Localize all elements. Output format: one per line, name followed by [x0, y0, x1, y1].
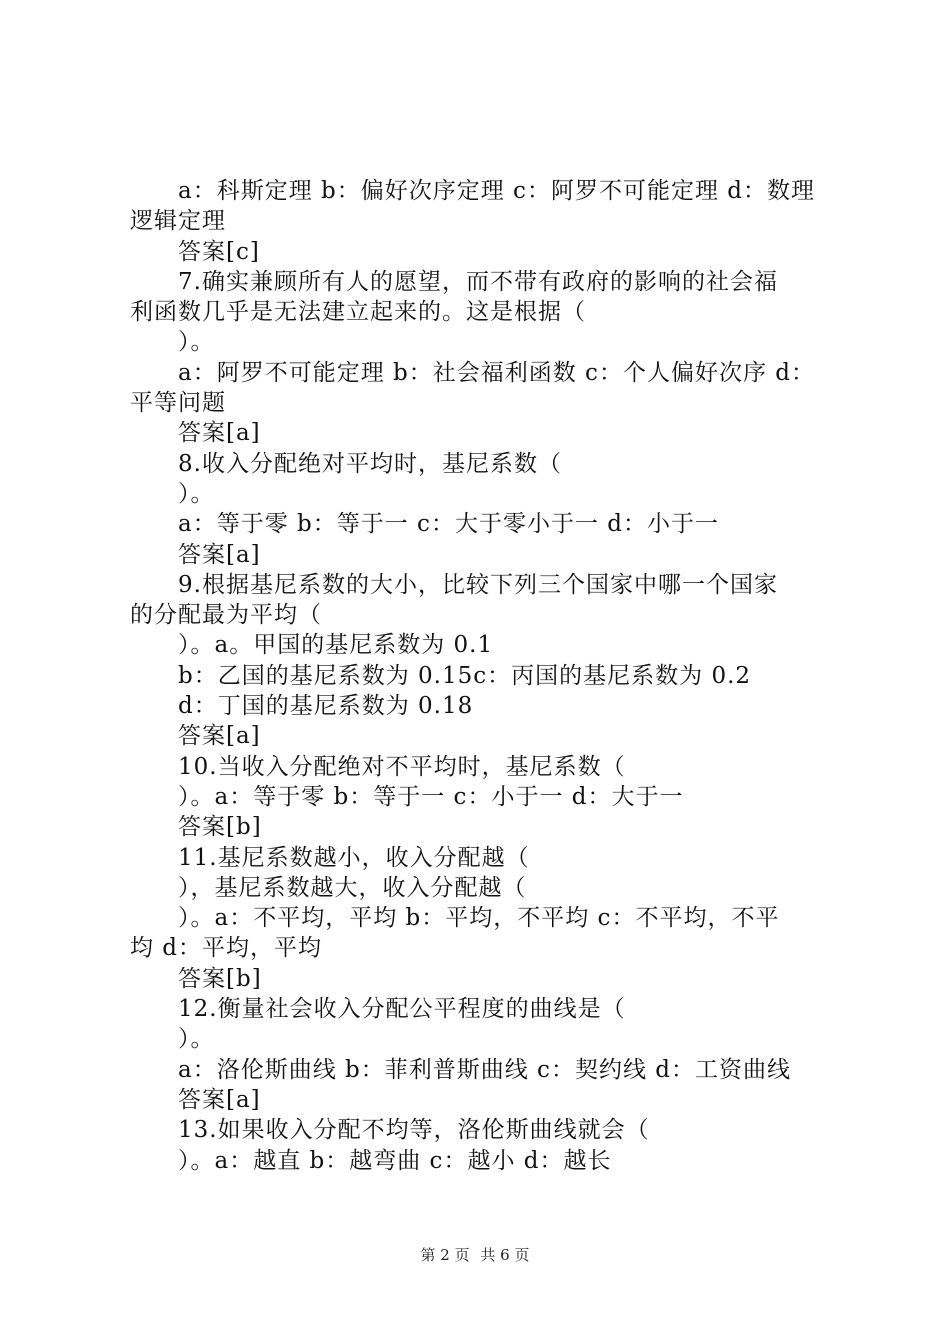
text-line: 的分配最为平均（: [130, 602, 322, 629]
text-line: 13.如果收入分配不均等，洛伦斯曲线就会（: [178, 1117, 650, 1144]
text-line: 利函数几乎是无法建立起来的。这是根据（: [130, 299, 586, 326]
document-body: [130, 176, 830, 1176]
text-line: ）。: [178, 329, 215, 356]
text-line: b：乙国的基尼系数为 0.15c：丙国的基尼系数为 0.2: [178, 662, 752, 689]
text-line: ）。a：不平均，平均 b：平均，不平均 c：不平均，不平: [178, 905, 780, 932]
text-line: 8.收入分配绝对平均时，基尼系数（: [178, 450, 562, 477]
text-line: ）。a。甲国的基尼系数为 0.1: [178, 632, 494, 659]
text-line: 答案[a]: [178, 541, 261, 568]
text-line: d：丁国的基尼系数为 0.18: [178, 693, 474, 720]
text-line: ）。: [178, 480, 215, 507]
text-line: 平等问题: [130, 390, 226, 417]
text-line: a：等于零 b：等于一 c：大于零小于一 d：小于一: [178, 511, 719, 538]
text-line: 答案[b]: [178, 965, 262, 992]
text-line: 12.衡量社会收入分配公平程度的曲线是（: [178, 996, 626, 1023]
text-line: 答案[b]: [178, 814, 262, 841]
text-line: ）。a：越直 b：越弯曲 c：越小 d：越长: [178, 1147, 612, 1174]
text-line: 逻辑定理: [130, 208, 226, 235]
text-line: ）。a：等于零 b：等于一 c：小于一 d：大于一: [178, 783, 684, 810]
page-number: 第 2 页: [420, 1246, 470, 1264]
text-line: a：洛伦斯曲线 b：菲利普斯曲线 c：契约线 d：工资曲线: [178, 1056, 791, 1083]
text-line: ），基尼系数越大，收入分配越（: [178, 874, 527, 901]
text-line: 答案[a]: [178, 723, 261, 750]
page-footer: [0, 1244, 950, 1265]
page-total: 共 6 页: [480, 1246, 530, 1264]
text-line: 7.确实兼顾所有人的愿望，而不带有政府的影响的社会福: [178, 268, 778, 295]
text-line: ）。: [178, 1026, 215, 1053]
text-line: 11.基尼系数越小，收入分配越（: [178, 844, 530, 871]
text-line: 10.当收入分配绝对不平均时，基尼系数（: [178, 753, 626, 780]
text-line: 答案[a]: [178, 420, 261, 447]
text-line: 答案[a]: [178, 1086, 261, 1113]
text-line: 答案[c]: [178, 238, 260, 265]
text-line: a：阿罗不可能定理 b：社会福利函数 c：个人偏好次序 d：: [178, 359, 815, 386]
text-line: a：科斯定理 b：偏好次序定理 c：阿罗不可能定理 d：数理: [178, 178, 815, 204]
text-line: 9.根据基尼系数的大小，比较下列三个国家中哪一个国家: [178, 571, 778, 598]
text-line: 均 d：平均，平均: [130, 935, 323, 962]
